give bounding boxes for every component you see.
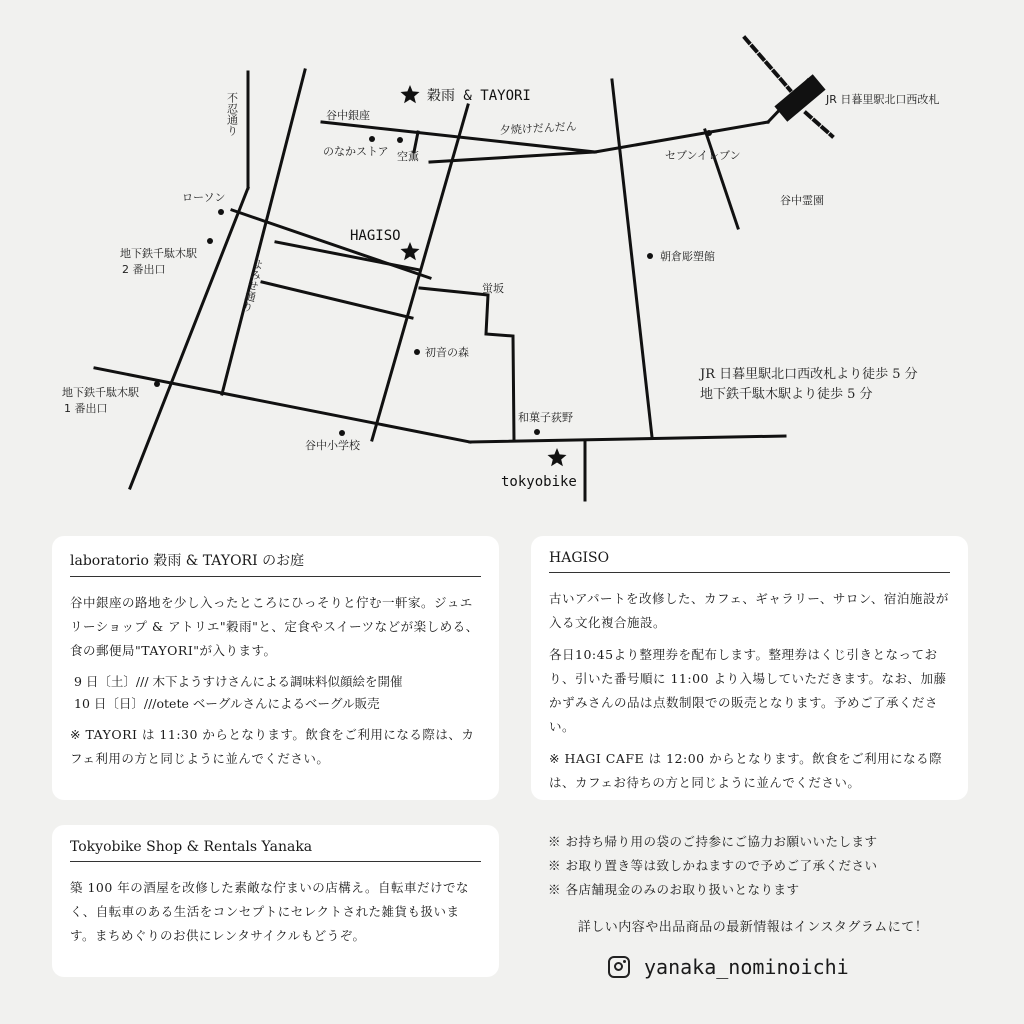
general-notes [548,830,988,935]
note-item: ※ お取り置き等は致しかねますので予めご了承ください [548,858,878,873]
tayori-card [52,536,499,800]
label-sendagi-1-line2: 1 番出口 [64,402,108,415]
label-sendagi-2-line2: 2 番出口 [122,263,166,276]
label-yanaka-cemetery: 谷中霊園 [780,194,824,207]
hagiso-card [531,536,968,800]
card-description: 築 100 年の酒屋を改修した素敵な佇まいの店構え。自転車だけでなく、自転車のある生活をコンセプトにセレクトされた雑貨も扱います。まちめぐりのお供にレンタサイクルもどうぞ。 [70,880,470,943]
label-nonaka-store: のなかストア [323,145,389,158]
label-sendagi-1-line1: 地下鉄千駄木駅 [62,386,139,399]
instagram-info: 詳しい内容や出品商品の最新情報はインスタグラムにて！ [577,920,929,935]
instagram-link[interactable] [608,955,849,979]
label-jr-nippori: JR 日暮里駅北口西改札 [826,93,940,106]
street-label-yanaka-ginza: 谷中銀座 [326,109,370,122]
label-sendagi-2 [120,246,201,276]
card-title: laboratorio 穀雨 & TAYORI のお庭 [70,550,481,577]
street-label-hotaru: 蛍坂 [482,282,504,295]
card-description: 古いアパートを改修した、カフェ、ギャラリー、サロン、宿泊施設が入る文化複合施設。 [549,591,949,630]
card-ticket-info: 各日10:45より整理券を配布します。整理券はくじ引きとなっており、引いた番号順に 11:00 より入場していただきます。なお、加藤かずみさんの品は点数制限での販売となります。予めご了承ください。 [549,647,947,734]
railway-crossing [745,38,832,136]
note-item: ※ お持ち帰り用の袋のご持参にご協力お願いいたします [548,834,878,849]
label-kuukun: 空薫 [397,150,419,163]
instagram-handle[interactable]: yanaka_nominoichi [644,955,849,979]
shop-label-tokyobike: tokyobike [501,474,577,490]
card-description: 谷中銀座の路地を少し入ったところにひっそりと佇む一軒家。ジュエリーショップ & アトリエ"穀雨"と、定食やスイーツなどが楽しめる、食の郵便局"TAYORI"が入ります。 [70,595,479,658]
shop-label-hagiso: HAGISO [350,228,401,244]
label-lawson: ローソン [182,191,226,204]
card-title: Tokyobike Shop & Rentals Yanaka [70,839,481,862]
label-asakura: 朝倉彫塑館 [660,250,715,263]
event-item: 10 日〔日〕///otete ベーグルさんによるベーグル販売 [74,696,380,711]
label-seven-eleven: セブンイレブン [665,149,741,162]
street-label-shinobazu: 不忍通り [225,92,239,136]
street-label-yuyake: 夕焼けだんだん [499,119,578,137]
street-lines [95,70,808,500]
label-sendagi-2-line1: 地下鉄千駄木駅 [120,247,197,260]
label-wagashi: 和菓子荻野 [518,411,573,424]
shop-label-tayori: 穀雨 & TAYORI [427,88,531,104]
card-note: ※ HAGI CAFE は 12:00 からとなります。飲食をご利用になる際は、カフェお待ちの方と同じように並んでください。 [549,751,943,790]
event-item: 9 日〔土〕/// 木下ようすけさんによる調味料似顔絵を開催 [74,674,403,689]
star-icon [548,448,567,466]
tokyobike-card [52,825,499,977]
instagram-icon [608,956,630,978]
access-jr: JR 日暮里駅北口西改札より徒歩 5 分 [700,367,918,382]
card-note: ※ TAYORI は 11:30 からとなります。飲食をご利用になる際は、カフェ利用の方と同じように並んでください。 [70,727,475,766]
access-sendagi: 地下鉄千駄木駅より徒歩 5 分 [700,387,873,402]
star-icon [401,85,420,103]
street-label-yomise: よみせ通り [239,257,266,314]
label-hatsune: 初音の森 [425,346,469,359]
note-item: ※ 各店舗現金のみのお取り扱いとなります [548,882,800,897]
label-sendagi-1 [62,385,143,415]
landmark-dots [154,130,712,436]
star-icon [401,242,420,260]
card-title: HAGISO [549,550,950,573]
label-yanaka-school: 谷中小学校 [305,439,360,452]
